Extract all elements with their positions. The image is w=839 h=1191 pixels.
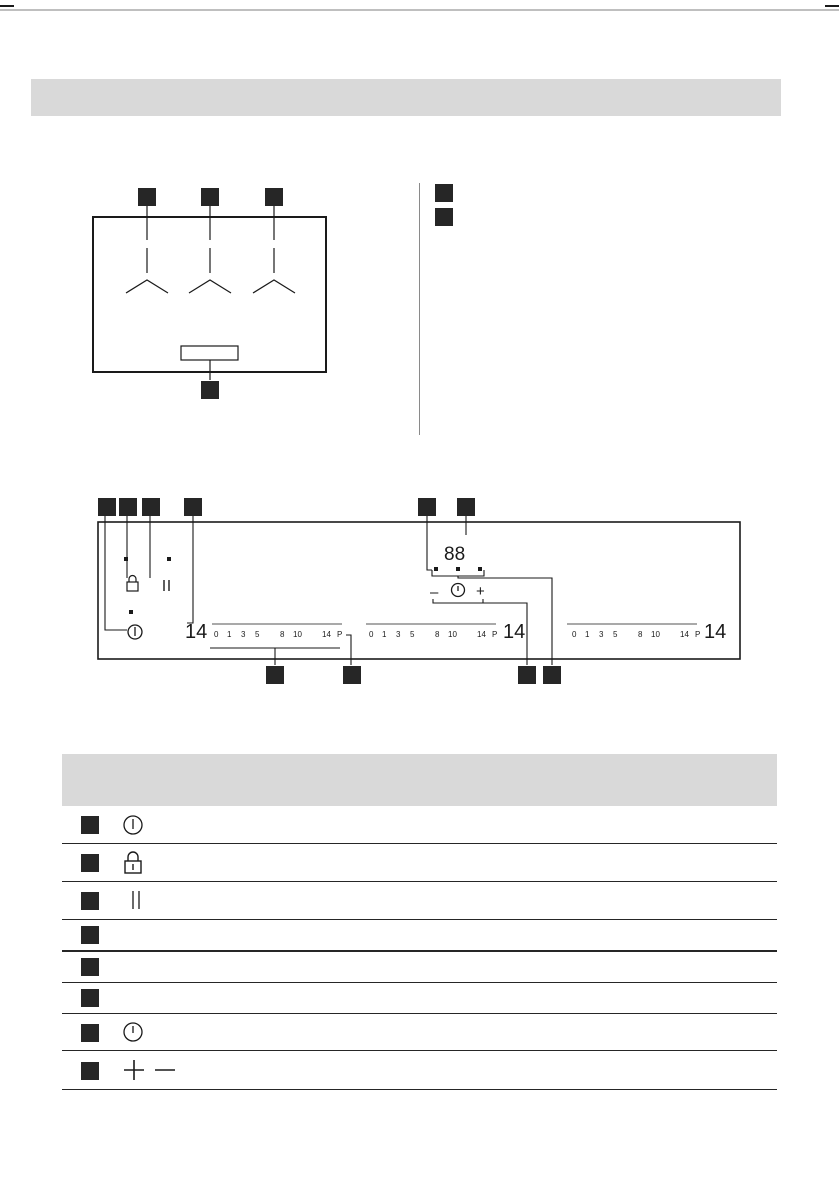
pause-icon [164, 580, 169, 591]
section-title-band [31, 79, 781, 116]
svg-text:0: 0 [369, 630, 374, 639]
pause-icon [130, 889, 144, 911]
svg-text:1: 1 [227, 630, 232, 639]
zone-2 [366, 621, 525, 643]
table-row [62, 952, 777, 983]
power-icon [128, 625, 142, 639]
badge-4 [201, 381, 219, 399]
svg-text:1: 1 [585, 630, 590, 639]
svg-text:P: P [337, 630, 343, 639]
row-badge [81, 989, 99, 1007]
legend-badge-1 [435, 184, 453, 202]
svg-text:8: 8 [280, 630, 285, 639]
crop-mark-right [825, 5, 839, 7]
row-badge [81, 958, 99, 976]
badge-2 [119, 498, 137, 516]
table-row [62, 806, 777, 844]
zone-indicator: 14 [704, 621, 727, 643]
lock-icon [127, 576, 138, 592]
svg-text:3: 3 [599, 630, 604, 639]
table-row [62, 920, 777, 952]
svg-text:8: 8 [435, 630, 440, 639]
table-row [62, 882, 777, 920]
zone-indicator: 14 [503, 621, 526, 643]
badge-10 [543, 666, 561, 684]
svg-text:1: 1 [382, 630, 387, 639]
svg-text:14: 14 [477, 630, 486, 639]
timer-icon [122, 1021, 144, 1043]
control-panel-diagram [90, 490, 750, 690]
legend-badge-2 [435, 208, 453, 226]
badge-1 [98, 498, 116, 516]
svg-text:5: 5 [613, 630, 618, 639]
svg-text:P: P [695, 630, 701, 639]
timer-display: 88 [444, 544, 466, 565]
top-rule [0, 9, 839, 11]
table-row [62, 983, 777, 1014]
legend-divider [419, 183, 420, 435]
svg-text:8: 8 [638, 630, 643, 639]
zone-3 [567, 621, 726, 643]
zone-indicator: 14 [185, 621, 208, 643]
cooking-surface-diagram [80, 180, 350, 410]
plus-icon: + [476, 583, 485, 600]
badge-4 [184, 498, 202, 516]
badge-2 [201, 188, 219, 206]
svg-text:5: 5 [255, 630, 260, 639]
svg-text:10: 10 [651, 630, 660, 639]
badge-8 [343, 666, 361, 684]
row-badge [81, 1024, 99, 1042]
plus-minus-icon [122, 1059, 178, 1081]
control-panel-outline [181, 346, 238, 360]
row-badge [81, 816, 99, 834]
svg-text:3: 3 [396, 630, 401, 639]
svg-text:10: 10 [293, 630, 302, 639]
zone-1 [185, 621, 342, 643]
row-badge [81, 926, 99, 944]
badge-3 [142, 498, 160, 516]
hob-outline [93, 217, 326, 372]
svg-text:14: 14 [680, 630, 689, 639]
table-row [62, 1051, 777, 1090]
badge-1 [138, 188, 156, 206]
lock-icon [122, 851, 144, 875]
table-row [62, 1014, 777, 1051]
svg-text:3: 3 [241, 630, 246, 639]
badge-7 [266, 666, 284, 684]
row-badge [81, 1062, 99, 1080]
power-icon [122, 814, 144, 836]
badge-5 [418, 498, 436, 516]
svg-text:0: 0 [214, 630, 219, 639]
crop-mark-left [0, 5, 14, 7]
row-badge [81, 892, 99, 910]
minus-icon: – [430, 584, 439, 601]
row-badge [81, 854, 99, 872]
badge-6 [457, 498, 475, 516]
badge-9 [518, 666, 536, 684]
timer-icon [452, 584, 465, 597]
svg-text:P: P [492, 630, 498, 639]
svg-text:14: 14 [322, 630, 331, 639]
svg-text:5: 5 [410, 630, 415, 639]
badge-3 [265, 188, 283, 206]
table-header [62, 754, 777, 806]
svg-text:0: 0 [572, 630, 577, 639]
table-row [62, 844, 777, 882]
svg-text:10: 10 [448, 630, 457, 639]
